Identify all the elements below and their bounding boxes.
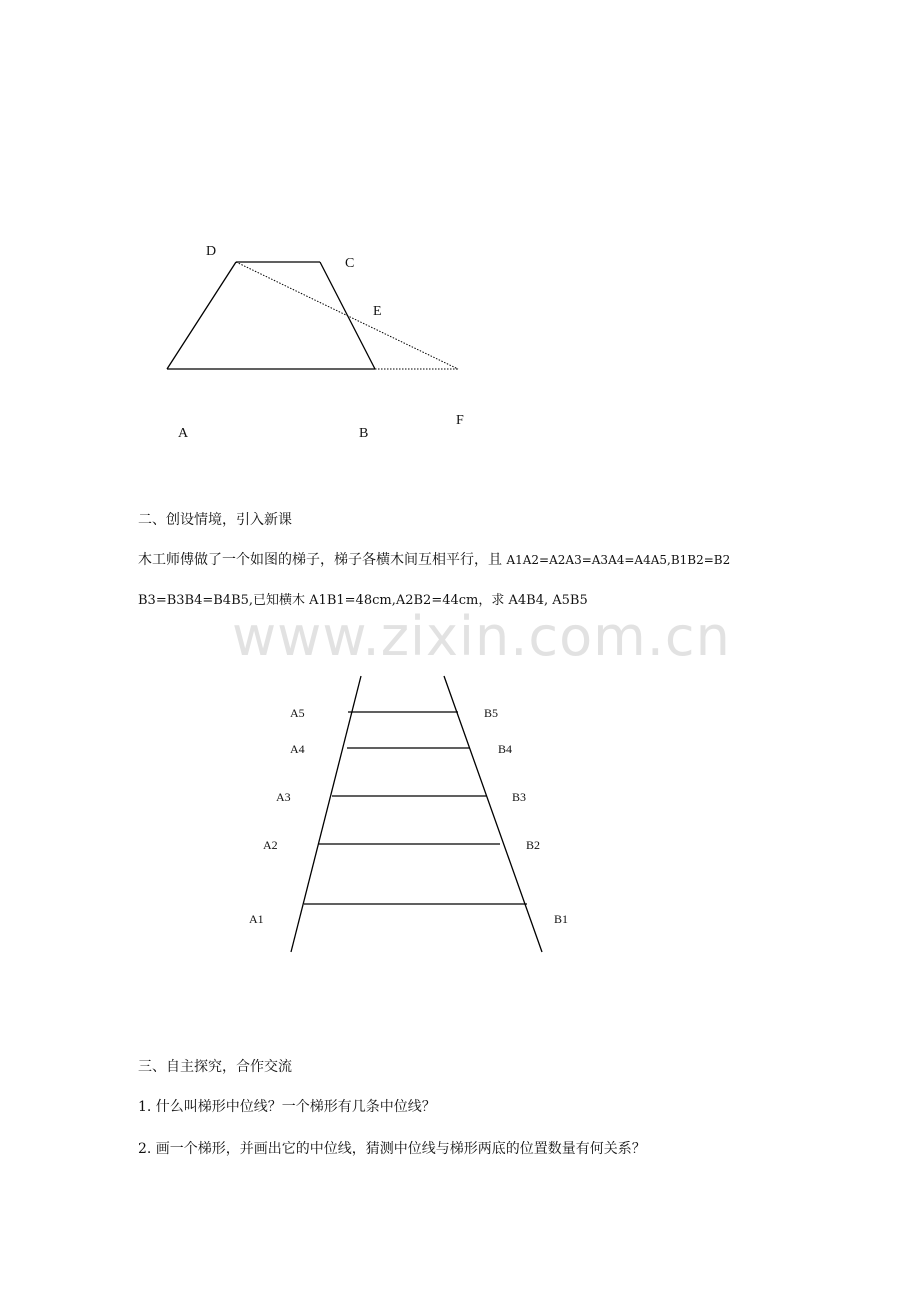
label-b: B xyxy=(359,426,369,441)
watermark: www.zixin.com.cn xyxy=(232,605,731,668)
problem-line-1-pre: 木工师傅做了一个如图的梯子 xyxy=(138,552,320,568)
label-c: C xyxy=(345,256,355,271)
label-b3: B3 xyxy=(512,790,527,804)
label-a3: A3 xyxy=(276,790,291,804)
section3-heading: 三、自主探究，合作交流 xyxy=(138,1059,292,1075)
section2-heading: 二、创设情境，引入新课 xyxy=(138,512,292,528)
label-b2: B2 xyxy=(526,838,541,852)
label-a4: A4 xyxy=(290,742,305,756)
question-1: 1. 什么叫梯形中位线？一个梯形有几条中位线？ xyxy=(138,1099,436,1115)
label-f: F xyxy=(456,413,464,428)
label-b5: B5 xyxy=(484,706,499,720)
problem-line-1-mid: ，梯子各横木间互相平行，且 xyxy=(320,552,507,568)
question-2: 2. 画一个梯形，并画出它的中位线，猜测中位线与梯形两底的位置数量有何关系？ xyxy=(138,1141,646,1157)
label-b4: B4 xyxy=(498,742,513,756)
problem-line-2: B3=B3B4=B4B5,已知横木 A1B1=48cm,A2B2=44cm，求 A4B4, A5B5 xyxy=(138,593,588,608)
label-b1: B1 xyxy=(554,912,569,926)
label-a: A xyxy=(178,426,189,441)
label-a1: A1 xyxy=(249,912,264,926)
label-e: E xyxy=(373,304,382,319)
label-a5: A5 xyxy=(290,706,305,720)
label-a2: A2 xyxy=(263,838,278,852)
problem-line-1-eq: A1A2=A2A3=A3A4=A4A5,B1B2=B2 xyxy=(506,553,731,567)
label-d: D xyxy=(206,244,217,259)
